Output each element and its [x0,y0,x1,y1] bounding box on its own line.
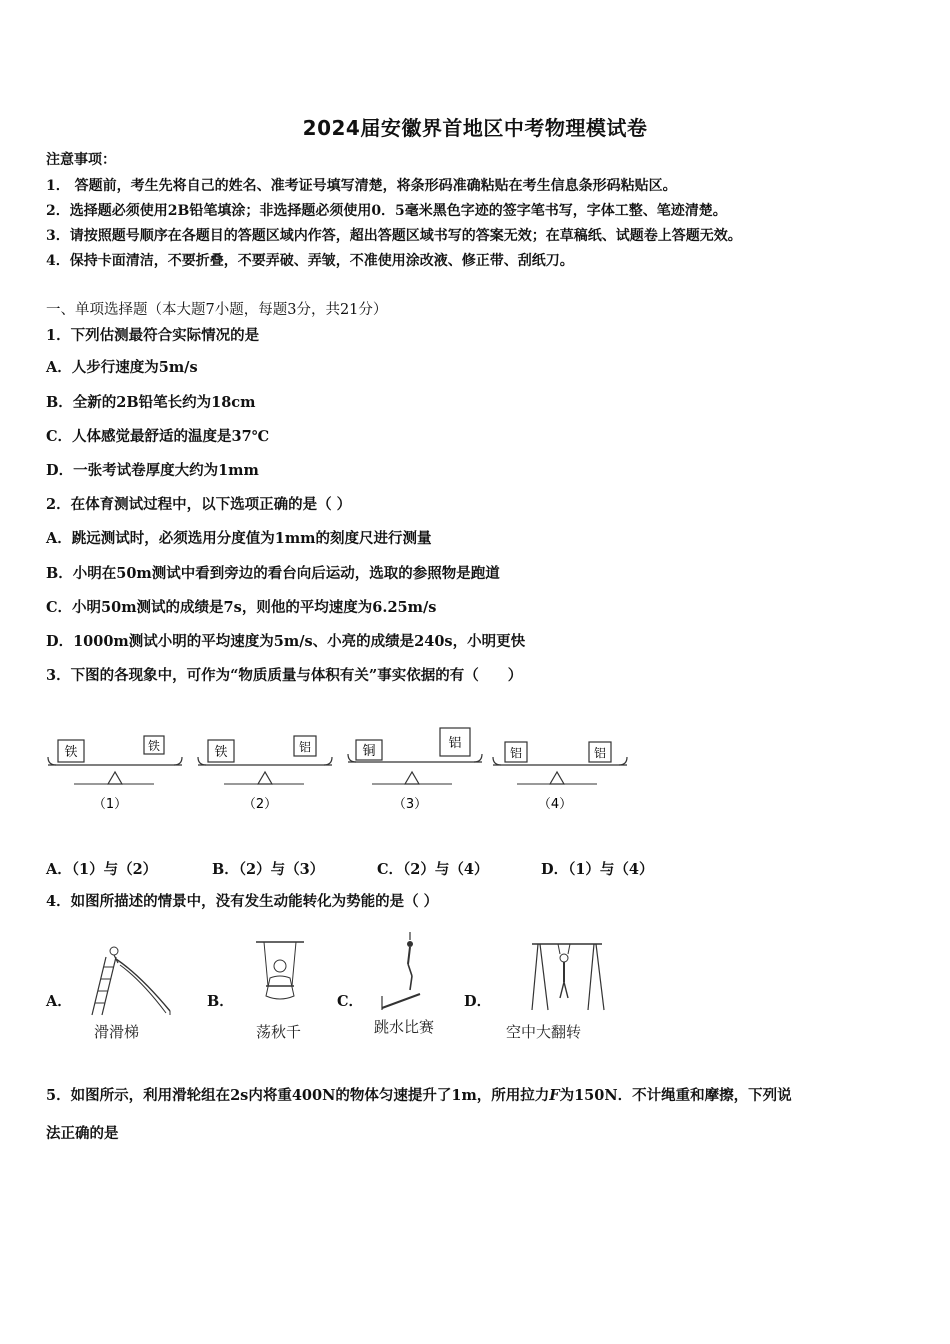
block-left-label: 铜 [362,744,376,759]
swing-picture [250,938,310,1018]
q4-option-a-caption: 滑滑梯 [94,1023,140,1041]
q4-option-a-letter: A． [46,993,72,1010]
q3-option-b: B．（2）与（3） [212,861,325,878]
block-right-label: 铝 [593,746,607,760]
pan-right [474,754,482,762]
question-4-stem: 4．如图所描述的情景中，没有发生动能转化为势能的是（ ） [46,893,439,910]
q1-option-b: B．全新的2B铅笔长约为18cm [46,394,256,411]
pan-left [348,754,356,762]
q4-option-b-letter: B． [207,993,234,1010]
q2-option-b: B．小明在50m测试中看到旁边的看台向后运动，选取的参照物是跑道 [46,565,500,582]
balance-label: （1） [92,797,128,812]
block-left-label: 铝 [509,746,523,760]
q5-text-part2: 为150N．不计绳重和摩擦，下列说 [559,1087,792,1104]
q4-option-c-caption: 跳水比赛 [374,1018,435,1036]
block-right-label: 铁 [147,739,161,753]
question-5-stem [46,1086,792,1106]
balance-figures [44,720,634,820]
question-5-stem-continued: 法正确的是 [46,1125,119,1142]
balance-label: （3） [392,797,428,812]
page-title: 2024届安徽界首地区中考物理模试卷 [302,116,648,140]
pan-right [619,757,627,765]
balance-label: （4） [537,797,573,812]
q2-option-c: C．小明50m测试的成绩是7s，则他的平均速度为6.25m/s [46,599,437,616]
notice-item: 2．选择题必须使用2B铅笔填涂；非选择题必须使用0．5毫米黑色字迹的签字笔书写，字体工整、笔迹清楚。 [46,203,727,219]
q4-option-d-caption: 空中大翻转 [506,1023,582,1041]
fulcrum [258,772,272,784]
fulcrum [550,772,564,784]
balance-label: （2） [242,797,278,812]
fulcrum [108,772,122,784]
q3-option-c: C．（2）与（4） [377,861,489,878]
question-1-stem: 1．下列估测最符合实际情况的是 [46,327,260,344]
block-left-label: 铁 [214,745,228,760]
q4-option-c-letter: C． [337,993,364,1010]
pan-left [48,757,56,765]
pan-right [174,757,182,765]
notice-heading: 注意事项： [46,152,116,168]
pan-left [198,757,206,765]
question-3-stem: 3．下图的各现象中，可作为“物质质量与体积有关”事实依据的有（ ） [46,667,523,684]
block-left-label: 铁 [64,745,78,760]
diving-picture [378,930,448,1012]
balance-1 [48,736,182,812]
q2-option-a: A．跳远测试时，必须选用分度值为1mm的刻度尺进行测量 [46,530,432,547]
q1-option-a: A．人步行速度为5m/s [46,359,198,376]
q1-option-c: C．人体感觉最舒适的温度是37℃ [46,428,270,445]
fulcrum [405,772,419,784]
section-heading: 一、单项选择题（本大题7小题，每题3分，共21分） [46,302,388,318]
bar-flip-picture [526,938,608,1014]
q4-option-d-letter: D． [464,993,492,1010]
question-2-stem: 2．在体育测试过程中，以下选项正确的是（ ） [46,496,352,513]
block-right-label: 铝 [298,740,312,754]
pan-left [493,757,501,765]
q2-option-d: D．1000m测试小明的平均速度为5m/s、小亮的成绩是240s，小明更快 [46,633,526,650]
balance-3 [348,728,482,812]
notice-item: 4．保持卡面清洁，不要折叠，不要弄破、弄皱，不准使用涂改液、修正带、刮纸刀。 [46,253,574,269]
block-right-label: 铝 [448,736,462,751]
q5-force-variable: F [549,1087,560,1104]
notice-item: 3．请按照题号顺序在各题目的答题区域内作答，超出答题区域书写的答案无效；在草稿纸、试题卷上答题无效。 [46,228,742,244]
slide-picture [80,945,176,1017]
q1-option-d: D．一张考试卷厚度大约为1mm [46,462,259,479]
pan-right [324,757,332,765]
balance-2 [198,736,332,812]
q3-option-a: A．（1）与（2） [46,861,158,878]
q4-option-b-caption: 荡秋千 [256,1023,302,1041]
q3-option-d: D．（1）与（4） [541,861,654,878]
notice-item: 1． 答题前，考生先将自己的姓名、准考证号填写清楚，将条形码准确粘贴在考生信息条形码粘贴区。 [46,178,677,194]
balance-4 [493,742,627,812]
q5-text-part1: 5．如图所示，利用滑轮组在2s内将重400N的物体匀速提升了1m，所用拉力 [46,1087,550,1104]
